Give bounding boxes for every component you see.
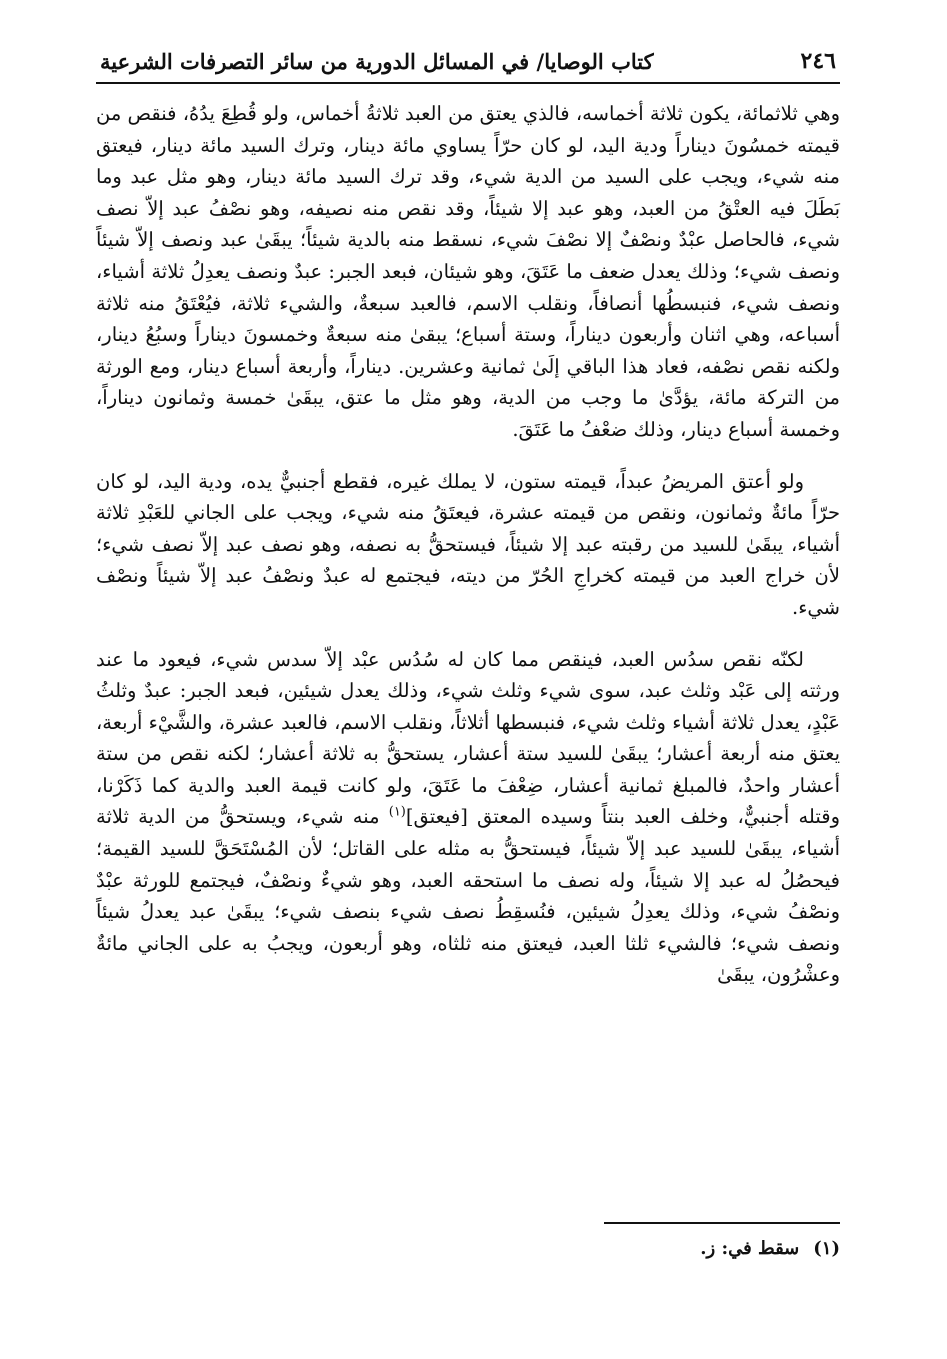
paragraph: ولو أعتق المريضُ عبداً، قيمته ستون، لا يملك غيره، فقطع أجنبيٌّ يده، ودية اليد، لو كان حرّاً مائةٌ وثمانون، ونقص من قيمته عشرة، فيعتَقُ منه شيء، ويجب على الجاني للعَبْدِ ثلاثة أشياء، يبقَىٰ للسيد من رقبته عبد إلا شيئاً، فيستحقُّ به نصفه، وهو نصف عبد إلاّ نصف شيء؛ لأن خراج العبد من قيمته كخراجِ الحُرّ من ديته، فيجتمع له عبدٌ ونصْفُ عبد إلاّ شيئاً ونصْف شيء. bbox=[96, 469, 840, 619]
paragraph-text-before-footnote: لكنّه نقص سدُس العبد، فينقص مما كان له سُدُس عبْد إلاّ سدس شيء، فيعود ما عند ورثته إلى عَبْد وثلث عبد، سوى شيء وثلث شيء، وذلك يعدل شيئين، فبعد الجبر: عبدٌ وثلثُ عَبْدٍ، يعدل ثلاثة أشياء وثلث شيء، فنبسطها أثلاثاً، ونقلب الاسم، فالعبد عشرة، والشَّيْء أربعة، يعتق منه أربعة أعشار؛ يبقَىٰ للسيد ستة أعشار، يستحقُّ به ثلاثة أعشار؛ لكنه نقص من ستة أعشار واحدٌ، فالمبلغ ثمانية أعشار، ضِعْفَ ما عَتَقَ، ولو كانت قيمة العبد والدية كما ذَكَرْنا، وقتله أجنبيٌّ، وخلف العبد بنتاً وسيده المعتق [فيعتق] bbox=[96, 647, 840, 829]
footnote-number: (١) bbox=[813, 1238, 840, 1259]
footnote-divider bbox=[604, 1222, 840, 1224]
paragraph: وهي ثلاثمائة، يكون ثلاثة أخماسه، فالذي يعتق من العبد ثلاثةُ أخماس، ولو قُطِعَ يدُهُ، فنقص من قيمته خمسُونَ ديناراً ودية اليد، لو كان حرّاً يساوي مائة دينار، وترك السيد مائة دينار، فيعتق منه شيء، ويجب على السيد من الدية شيء، وقد ترك السيد مائة دينار، وهو مثل عبد وما بَطَلَ فيه العتْقُ من العبد، وهو عبد إلا شيئاً، وقد نقص منه نصيفه، وهو نصْفُ عبد إلاّ نصف شيء، فالحاصل عبْدٌ ونصْفٌ إلا نصْفَ شيء، نسقط منه بالدية شيئاً؛ يبقَىٰ عبد ونصف إلاّ شيئاً ونصف شيء؛ وذلك يعدل ضعف ما عَتَقَ، وهو شيئان، فبعد الجبر: عبدٌ ونصف يعدِلُ ثلاثة أشياء، ونصف شيء، فنبسطُها أنصافاً، ونقلب الاسم، فالعبد سبعةٌ، والشيء ثلاثة، فيُعْتَقُ منه ثلاثة أسباعه، وهي اثنان وأربعون ديناراً، وستة أسباع؛ يبقىٰ منه سبعةٌ وخمسونَ ديناراً وسبُعُ دينار، ولكنه نقص نصْفه، فعاد هذا الباقي إلَىٰ ثمانية وعشرين. ديناراً، وأربعة أسباع دينار، ومع الورثة من التركة مائة، يؤدَّىٰ ما وجب من الدية، وهو مثل ما عتق، يبقَىٰ خمسة وثمانون ديناراً، وخمسة أسباع دينار، وذلك ضعْفُ ما عَتَقَ. bbox=[96, 102, 840, 441]
page-header bbox=[96, 40, 840, 84]
footnote bbox=[700, 1238, 840, 1259]
footnote-text: سقط في: ز. bbox=[700, 1238, 800, 1259]
book-page bbox=[96, 40, 840, 1340]
page-number: ٢٤٦ bbox=[800, 48, 836, 74]
main-text bbox=[96, 98, 840, 991]
running-title: كتاب الوصايا/ في المسائل الدورية من سائر التصرفات الشرعية bbox=[100, 48, 654, 74]
footnote-reference[interactable]: (١) bbox=[388, 804, 406, 820]
paragraph bbox=[96, 644, 840, 992]
paragraph-text-after-footnote: منه شيء، ويستحقُّ من الدية ثلاثة أشياء، يبقَىٰ للسيد عبد إلاّ شيئاً، فيستحقُّ به مثله على القاتل؛ لأن المُسْتَحَقَّ للسيد القيمة؛ فيحصُلُ له عبد إلا شيئاً، وله نصف ما استحقه العبد، وهو شيءٌ ونصْفٌ، فيجتمع للورثة عبْدٌ ونصْفُ شيء، وذلك يعدِلُ شيئين، فنُسقِطُ نصف شيء بنصف شيء؛ يبقَىٰ عبد يعدلُ شيئاً ونصف شيء؛ فالشيء ثلثا العبد، فيعتق منه ثلثاه، وهو أربعون، ويجبُ به على الجاني مائةٌ وعشْرُون، يبقَىٰ bbox=[96, 805, 840, 987]
